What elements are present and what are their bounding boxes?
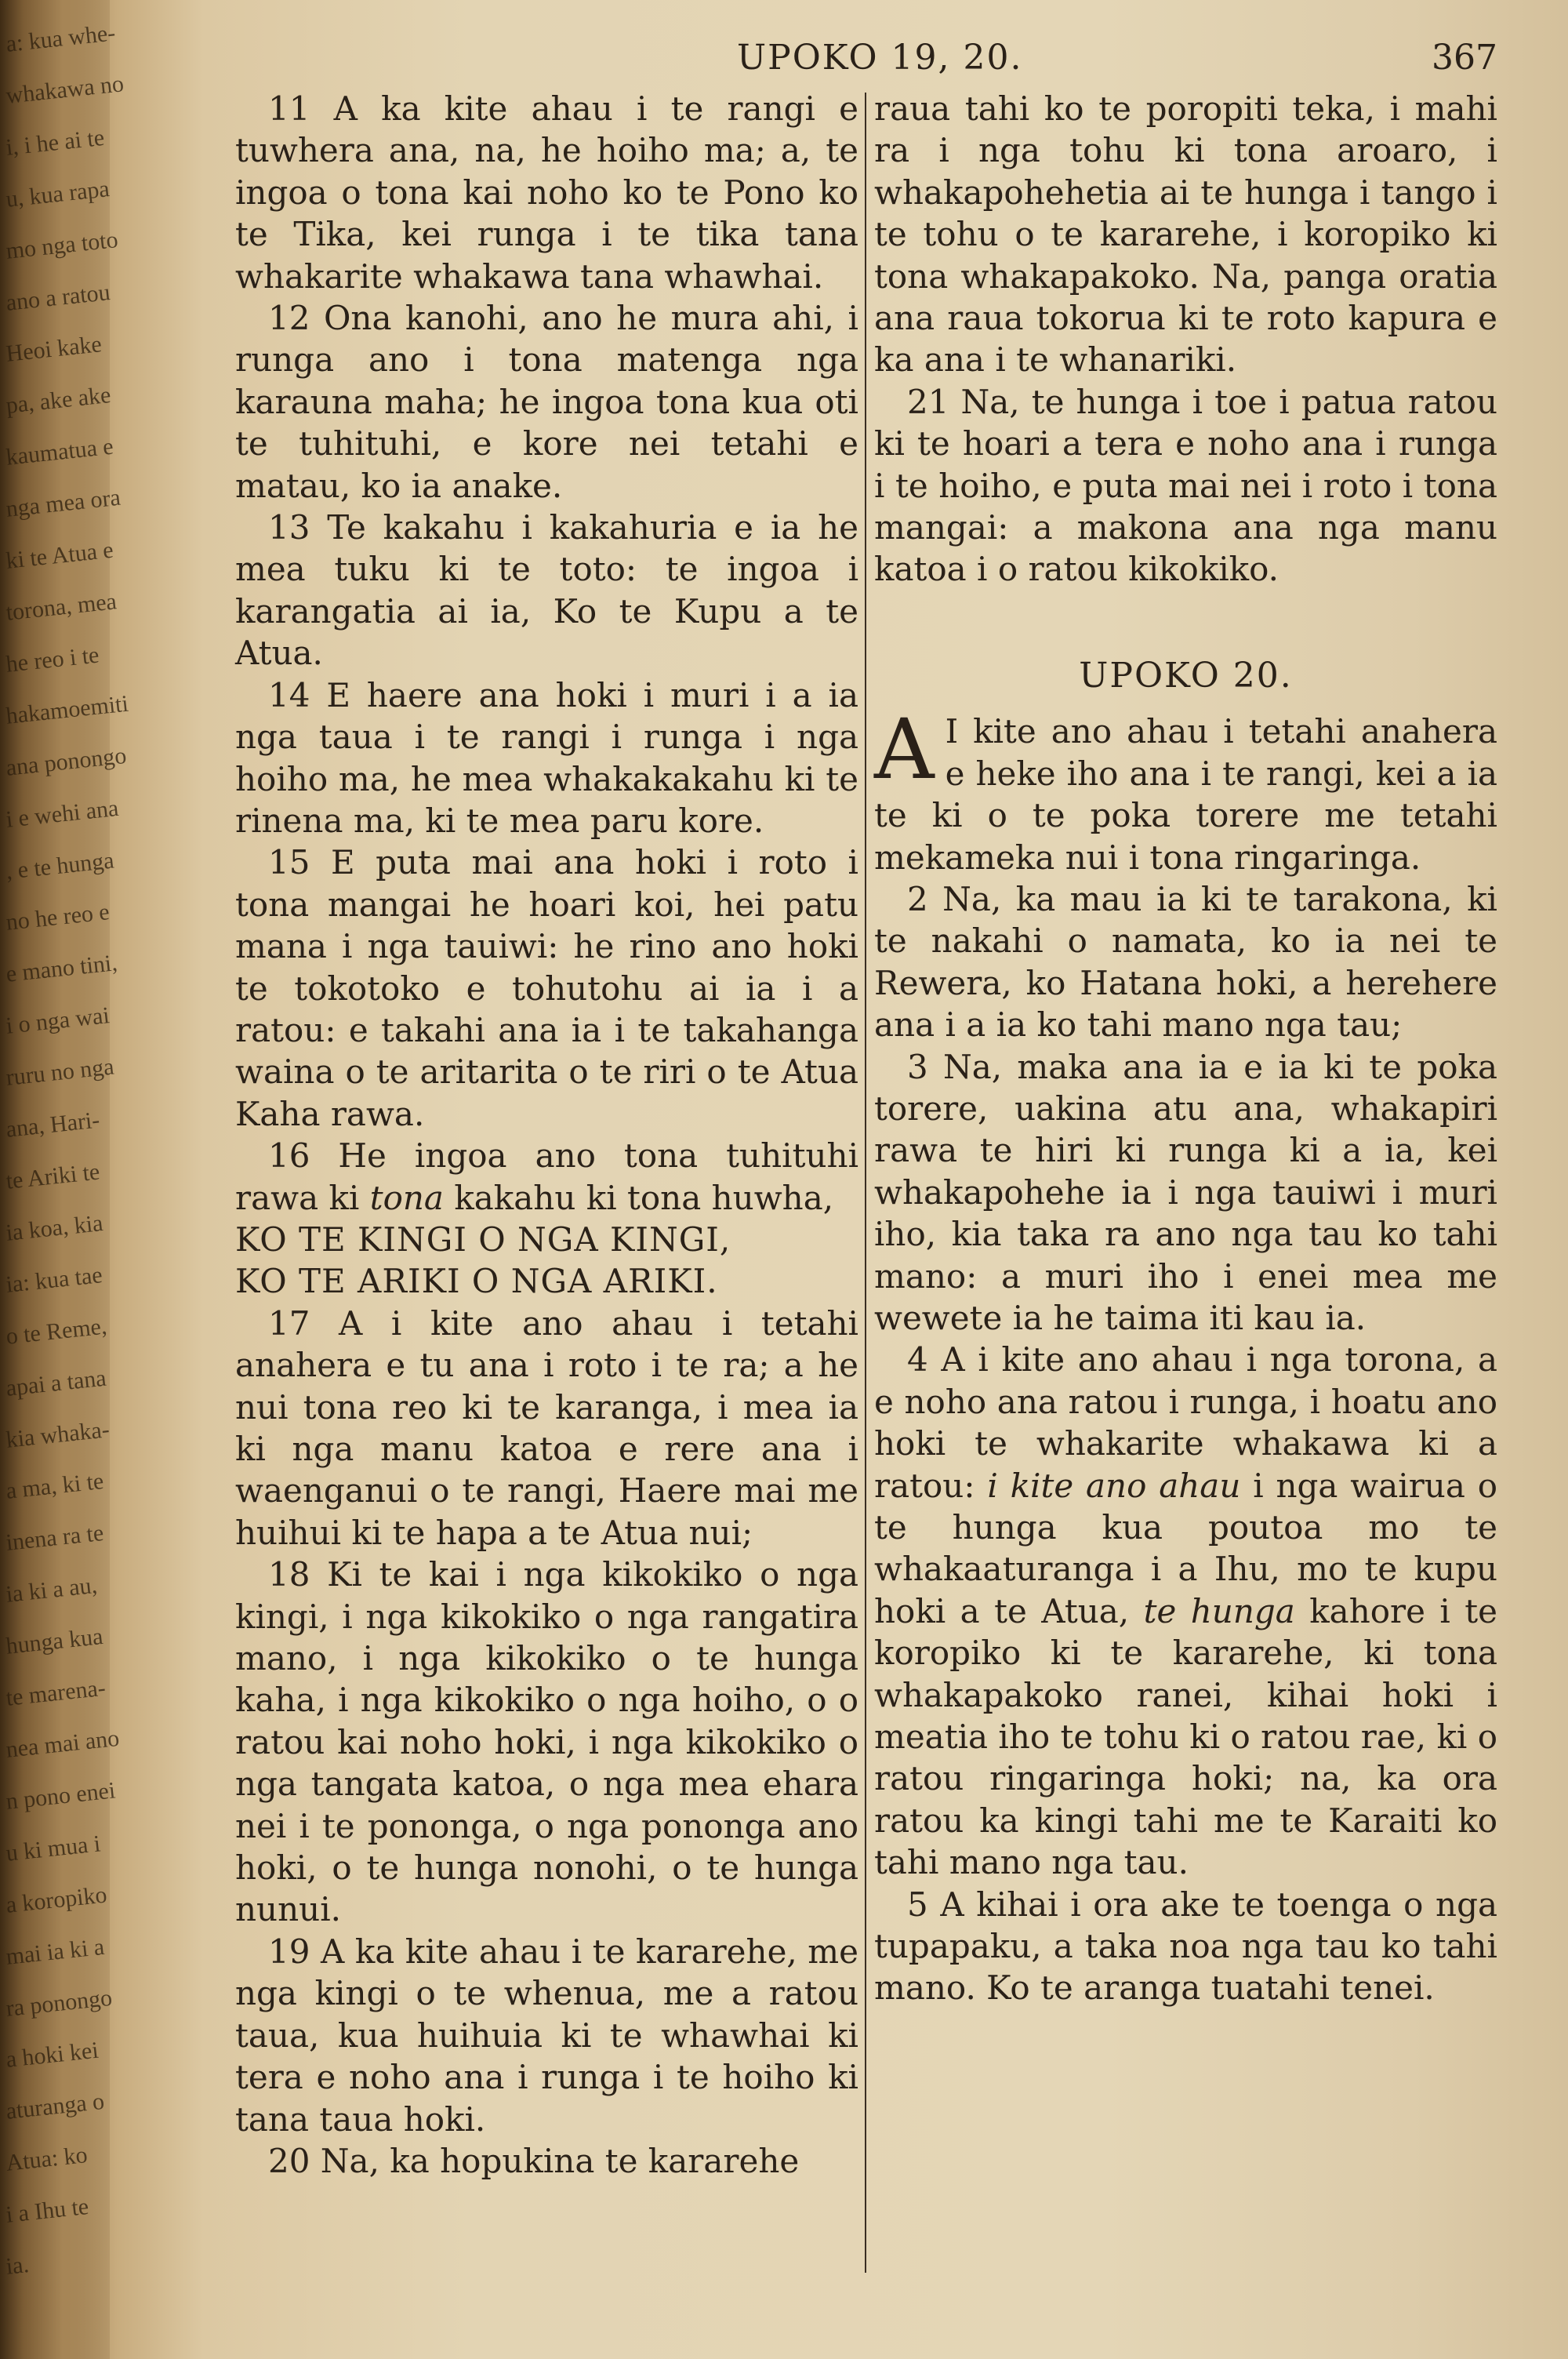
gutter-fragment: ana ponongo bbox=[5, 742, 128, 781]
verse-13: 13 Te kakahu i kakahuria e ia he mea tuku ki te toto: te ingoa i karangatia ai ia, Ko te Kupu a te Atua. bbox=[235, 508, 858, 673]
verse-16-italic: tona bbox=[369, 1178, 444, 1217]
verse-20-start: 20 Na, ka hopukina te kararehe bbox=[268, 2141, 800, 2180]
gutter-fragment: ra ponongo bbox=[5, 1984, 114, 2022]
chapter-20-verse-2: 2 Na, ka mau ia ki te tarakona, ki te nakahi o namata, ko ia nei te Rewera, ko Hatana hoki, a herehere ana i a ia ko tahi mano nga tau; bbox=[874, 879, 1497, 1045]
verse-16-title-line-2: KO TE ARIKI O NGA ARIKI. bbox=[235, 1262, 718, 1301]
gutter-fragment: a hoki kei bbox=[5, 2037, 100, 2074]
gutter-fragment: , e te hunga bbox=[5, 847, 115, 885]
page-number: 367 bbox=[1432, 38, 1497, 78]
gutter-fragment: i e wehi ana bbox=[5, 794, 120, 833]
verse-20-continuation: raua tahi ko te poropiti teka, i mahi ra i nga tohu ki tona aroaro, i whakapohehetia ai te hunga i tango i te tohu o te kararehe, i koropiko ki tona whakapakoko. Na, panga oratia ana raua tokorua ki te roto kapura e ka ana i te whanariki. bbox=[874, 89, 1497, 380]
gutter-fragment: kia whaka- bbox=[5, 1416, 111, 1453]
chapter-running-title: UPOKO 19, 20. bbox=[737, 38, 1023, 78]
verse-4-text-a: 4 A i kite ano ahau i nga torona, a e noho ana ratou i runga, i hoatu ano hoki te whakarite whakawa ki a ratou: bbox=[874, 1340, 1497, 1505]
drop-cap: A bbox=[874, 701, 935, 798]
gutter-fragment: hakamoemiti bbox=[5, 690, 130, 729]
gutter-fragment: e mano tini, bbox=[5, 950, 119, 988]
verse-4-text-b: i nga wairua o te hunga kua poutoa mo te whakaaturanga i a Ihu, mo te kupu hoki a te Atua, bbox=[874, 1466, 1497, 1630]
chapter-20-verse-1 bbox=[874, 701, 1497, 878]
verse-18: 18 Ki te kai i nga kikokiko o nga kingi, i nga kikokiko o nga rangatira mano, i nga kikokiko o te hunga kaha, i nga kikokiko o nga hoiho, o o ratou kai noho hoki, i nga kikokiko o nga tangata katoa, o nga mea ehara nei i te pononga, o nga pononga ano hoki, o te hunga nonohi, o te hunga nunui. bbox=[235, 1555, 858, 1929]
gutter-fragment: mo nga toto bbox=[5, 226, 119, 264]
running-header bbox=[235, 38, 1497, 85]
gutter-fragment: Heoi kake bbox=[5, 331, 103, 368]
gutter-fragment: ia ki a au, bbox=[5, 1572, 99, 1608]
gutter-fragment: ki te Atua e bbox=[5, 536, 115, 574]
gutter-fragment: i a Ihu te bbox=[5, 2194, 90, 2228]
gutter-fragment: torona, mea bbox=[5, 588, 118, 626]
gutter-fragment: apai a tana bbox=[5, 1365, 107, 1401]
verse-11: 11 A ka kite ahau i te rangi e tuwhera ana, na, he hoiho ma; a, te ingoa o tona kai noho ko te Pono ko te Tika, kei runga i te tika tana whakarite whakawa tana whawhai. bbox=[235, 89, 858, 296]
gutter-fragment: mai ia ki a bbox=[5, 1933, 106, 1970]
gutter-fragment: ano a ratou bbox=[5, 278, 112, 316]
verse-1-text: I kite ano ahau i tetahi anahera e heke iho ana i te rangi, kei a ia te ki o te poka torere me tetahi mekameka nui i tona ringaringa. bbox=[874, 712, 1497, 877]
gutter-fragment: pa, ake ake bbox=[5, 382, 112, 420]
gutter-fragment: aturanga o bbox=[5, 2088, 106, 2125]
verse-16-text-a: 16 He ingoa ano tona tuhituhi rawa ki bbox=[235, 1136, 858, 1217]
gutter-fragment: no he reo e bbox=[5, 899, 111, 936]
gutter-fragment: ia: kua tae bbox=[5, 1261, 104, 1298]
gutter-fragment: ia. bbox=[5, 2252, 31, 2280]
verse-16 bbox=[235, 1135, 858, 1303]
gutter-fragment: u, kua rapa bbox=[5, 175, 111, 213]
gutter-fragment: nga mea ora bbox=[5, 484, 122, 522]
left-column bbox=[235, 88, 858, 2182]
verse-4-italic-a: i kite ano ahau bbox=[987, 1466, 1241, 1505]
gutter-fragment: inena ra te bbox=[5, 1520, 105, 1557]
chapter-20-verse-5: 5 A kihai i ora ake te toenga o nga tupapaku, a taka noa nga tau ko tahi mano. Ko te aranga tuatahi tenei. bbox=[874, 1885, 1497, 2008]
column-divider bbox=[865, 93, 866, 2273]
gutter-fragment: u ki mua i bbox=[5, 1830, 102, 1866]
gutter-fragment: Atua: ko bbox=[5, 2142, 89, 2177]
gutter-fragment: ana, Hari- bbox=[5, 1107, 101, 1143]
verse-4-text-c: kahore i te koropiko ki te kararehe, ki tona whakapakoko ranei, kihai hoki i meatia iho te tohu ki o ratou rae, ki o ratou ringaringa hoki; na, ka ora ratou ka kingi tahi me te Karaiti ko tahi mano nga tau. bbox=[874, 1591, 1497, 1882]
verse-21: 21 Na, te hunga i toe i patua ratou ki te hoari a tera e noho ana i runga i te hoiho, e puta mai nei i roto i tona mangai: a makona ana nga manu katoa i o ratou kikokiko. bbox=[874, 382, 1497, 589]
gutter-fragment: i o nga wai bbox=[5, 1002, 111, 1040]
gutter-fragment: ia koa, kia bbox=[5, 1209, 104, 1246]
gutter-fragment: whakawa no bbox=[5, 71, 125, 109]
gutter-fragment: n pono enei bbox=[5, 1777, 117, 1815]
gutter-fragment: nea mai ano bbox=[5, 1725, 121, 1763]
verse-16-text-b: kakahu ki tona huwha, bbox=[443, 1178, 834, 1217]
verse-17: 17 A i kite ano ahau i tetahi anahera e tu ana i roto i te ra; a he nui tona reo ki te karanga, i mea ia ki nga manu katoa e rere ana i waenganui o te rangi, Haere mai me huihui ki te hapa a te Atua nui; bbox=[235, 1303, 858, 1552]
gutter-fragment: a ma, ki te bbox=[5, 1468, 105, 1505]
chapter-20-verse-4 bbox=[874, 1339, 1497, 1883]
gutter-fragment: te Ariki te bbox=[5, 1158, 101, 1194]
verse-12: 12 Ona kanohi, ano he mura ahi, i runga ano i tona matenga nga karauna maha; he ingoa tona kua oti te tuhituhi, e kore nei tetahi e matau, ko ia anake. bbox=[235, 299, 858, 505]
chapter-heading: UPOKO 20. bbox=[1079, 655, 1293, 696]
gutter-fragment: o te Reme, bbox=[5, 1313, 108, 1350]
gutter-fragment: ruru no nga bbox=[5, 1053, 115, 1091]
chapter-20-verse-3: 3 Na, maka ana ia e ia ki te poka torere, uakina atu ana, whakapiri rawa te hiri ki runga ki a ia, kei whakapohehe ia i nga tauiwi i muri iho, kia taka ra ano nga tau ko tahi mano: a muri iho i enei mea me wewete ia he taima iti kau ia. bbox=[874, 1047, 1497, 1337]
verse-16-title-line-1: KO TE KINGI O NGA KINGI, bbox=[235, 1219, 731, 1259]
verse-15: 15 E puta mai ana hoki i roto i tona mangai he hoari koi, hei patu mana i nga tauiwi: he rino ano hoki te tokotoko e tohutohu ai ia i a ratou: e takahi ana ia i te takahanga waina o te aritarita o te riri o te Atua Kaha rawa. bbox=[235, 843, 858, 1133]
gutter-fragment: kaumatua e bbox=[5, 433, 115, 471]
gutter-fragment: te marena- bbox=[5, 1674, 107, 1711]
gutter-fragment: hunga kua bbox=[5, 1623, 104, 1659]
verse-19: 19 A ka kite ahau i te kararehe, me nga kingi o te whenua, me a ratou taua, kua huihuia ki te whawhai ki tera e noho ana i runga i te hoiho ki tana taua hoki. bbox=[235, 1932, 858, 2139]
gutter-fragment: i, i he ai te bbox=[5, 124, 106, 161]
gutter-fragment: he reo i te bbox=[5, 642, 100, 678]
verse-4-italic-b: te hunga bbox=[1143, 1591, 1295, 1630]
gutter-fragment: a koropiko bbox=[5, 1881, 108, 1918]
facing-page-gutter bbox=[0, 0, 130, 2359]
gutter-fragment: a: kua whe- bbox=[5, 20, 117, 57]
verse-14: 14 E haere ana hoki i muri i a ia nga taua i te rangi i runga i nga hoiho ma, he mea whakakakahu ki te rinena ma, ki te mea paru kore. bbox=[235, 675, 858, 840]
right-column bbox=[874, 88, 1497, 2009]
